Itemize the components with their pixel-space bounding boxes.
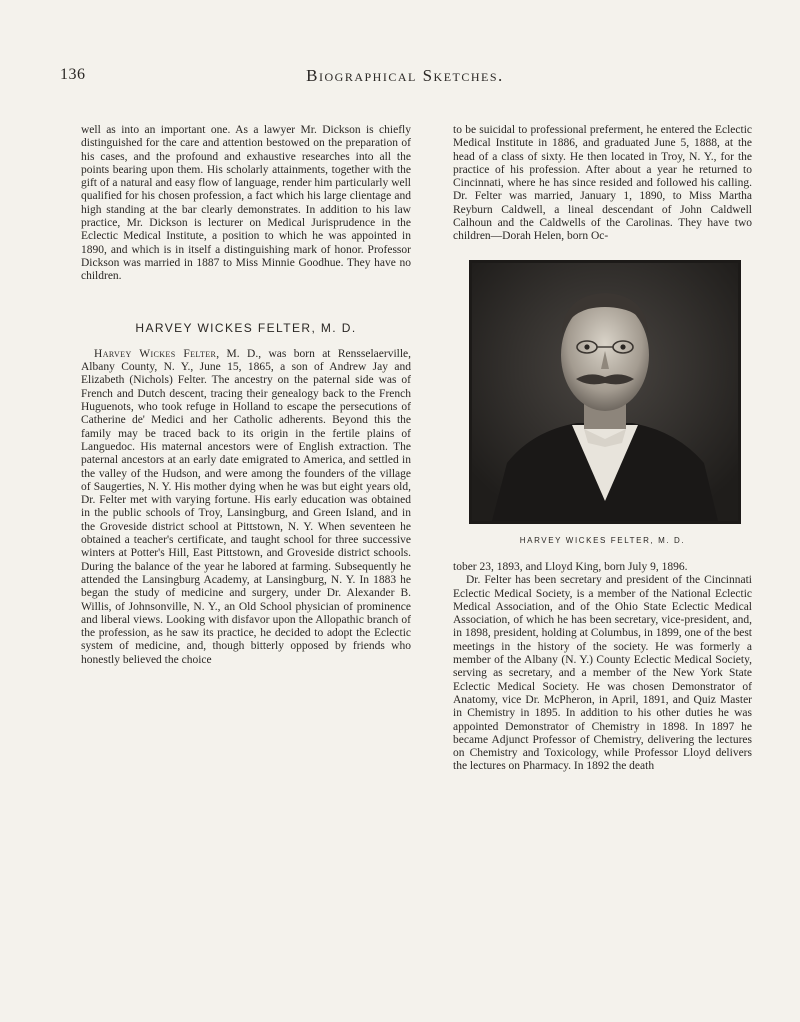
portrait-photo — [469, 260, 741, 524]
felter-bio-paragraph — [81, 348, 411, 667]
dickson-closing-paragraph: well as into an important one. As a lawyer Mr. Dickson is chiefly distinguished for the care and attention bestowed on the preparation of his cases, and the profound and exhaustive researches into all the points bearing upon them. His scholarly attainments, together with the gift of a natural and easy flow of language, render him particularly well qualified for his chosen profession, a fact which his large clientage and high standing at the bar clearly demonstrates. In addition to his law practice, Mr. Dickson is lecturer on Medical Jurisprudence in the Eclectic Medical Institute, a position to which he was appointed in 1890, and which is in itself a distinguishing mark of honor. Professor Dickson was married in 1887 to Miss Minnie Goodhue. They have no children. — [81, 124, 411, 283]
portrait-illustration — [472, 263, 738, 521]
section-heading: HARVEY WICKES FELTER, M. D. — [135, 320, 357, 335]
left-column — [81, 124, 411, 667]
portrait-figure — [453, 260, 752, 524]
felter-bio-text: , M. D., was born at Rensselaerville, Albany County, N. Y., June 15, 1865, a son of Andrew Jay and Elizabeth (Nichols) Felter. The ancestry on the paternal side was of French and Dutch descent, tracing their genealogy back to the French Huguenots, who took refuge in Holland to escape the persecutions of Catherine de' Medici and her Catholic adherents. Beyond this the family may be traced back to its origin in the fertile plains of Languedoc. His maternal ancestors were of English extraction. The paternal ancestors at an early date emigrated to America, and settled in the valley of the Hudson, and were among the founders of the village of Saugerties, N. Y. His mother dying when he was but eight years old, Dr. Felter met with varying fortune. His early education was obtained in the public schools of Troy, Lansingburg, and Green Island, and in the Groveside district school at Pittstown, N. Y. When seventeen he obtained a teacher's certificate, and taught school for three successive winters at Potter's Hill, East Pittstown, and Groveside district schools. During the balance of the year he labored at farming. Subsequently he attended the Lansingburg Academy, at Lansingburg, N. Y. In 1883 he began the study of medicine and surgery, under Dr. Alexander B. Willis, of Johnsonville, N. Y., an Old School physician of prominence and liberal views. Looking with disfavor upon the Allopathic branch of the profession, as he saw its practice, he decided to adopt the Eclectic system of medicine, and, though bitterly opposed by friends who honestly believed the choice — [81, 347, 412, 666]
right-column — [453, 124, 752, 774]
felter-bio-continued: to be suicidal to professional preferment, he entered the Eclectic Medical Institute in 1886, and graduated June 5, 1888, at the head of a class of sixty. He then located in Troy, N. Y., for the practice of his profession. After about a year he returned to Cincinnati, where he has since resided and followed his calling. Dr. Felter was married, January 1, 1890, to Miss Martha Reyburn Caldwell, a lineal descendant of John Caldwell Calhoun and the Caldwells of the Carolinas. They have two children—Dorah Helen, born Oc- — [453, 124, 752, 243]
lead-name: Harvey Wickes Felter — [94, 347, 217, 360]
felter-children-paragraph: tober 23, 1893, and Lloyd King, born July 9, 1896. — [453, 560, 688, 573]
page-header — [60, 66, 750, 92]
portrait-caption: HARVEY WICKES FELTER, M. D. — [519, 535, 686, 545]
page-number: 136 — [60, 66, 86, 83]
felter-career-paragraph: Dr. Felter has been secretary and president of the Cincinnati Eclectic Medical Society, is a member of the National Eclectic Medical Association, and of the Ohio State Eclectic Medical Association, of which he has been secretary, vice-president, and, in 1898, president, holding at Columbus, in 1899, one of the best meetings in the history of the society. He was formerly a member of the Albany (N. Y.) County Eclectic Medical Society, serving as secretary, and a member of the New York State Eclectic Medical Society. He was chosen Demonstrator of Anatomy, vice Dr. McPheron, in April, 1891, and Quiz Master in Chemistry in 1895. In addition to his other duties he was appointed Demonstrator of Chemistry in 1898. In 1897 he became Adjunct Professor of Chemistry, delivering the lectures on Chemistry and Toxicology, while Professor Lloyd delivers the lectures on Pharmacy. In 1892 the death — [453, 574, 752, 773]
running-head: Biographical Sketches. — [306, 66, 504, 85]
